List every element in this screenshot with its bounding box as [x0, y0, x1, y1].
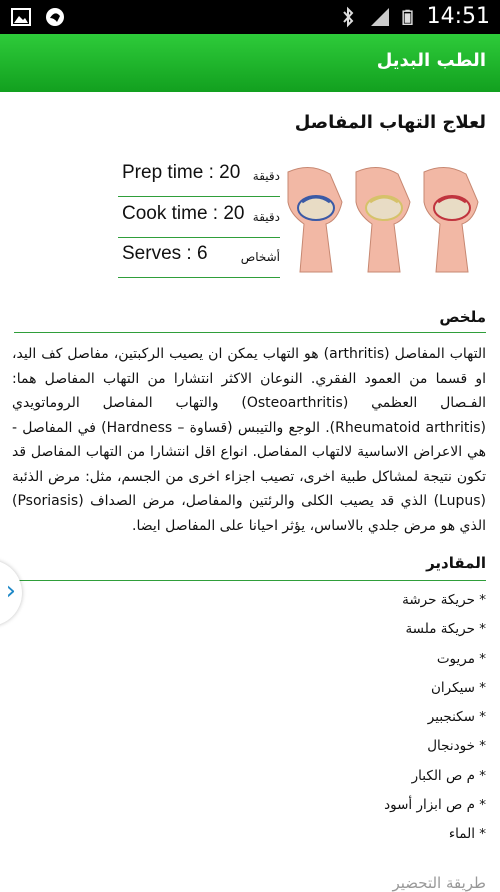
preparation-heading-partial: طريقة التحضير [392, 874, 486, 892]
chevron-right-icon: › [5, 576, 16, 606]
recipe-content[interactable] [0, 92, 500, 889]
status-bar [0, 0, 500, 34]
cook-time-row [118, 199, 280, 238]
ingredients-list [384, 588, 486, 852]
ingredient-item: * سكنجبير [427, 709, 486, 726]
bluetooth-icon [337, 6, 359, 28]
summary-text: التهاب المفاصل (arthritis) هو التهاب يمكن ان يصيب الركبتين، مفاصل كف اليد، او قسما من العمود الفقري. النوعان الاكثر انتشارا من التهاب المفاصل هما: الفـصال العظمي (Osteoarthritis) والتهاب المفاصل الروماتويدي (Rheumatoid arthritis). الوجع والتيبس (قساوة – Hardness) في المفاصل - هي الاعراض الاساسية لالتهاب المفاصل. انواع اقل انتشارا من التهاب المفاصل قد تكون نتيجة لمشاكل طبية اخرى، تصيب اجزاء اخرى من الجسم، مثل: مرض الذئبة (Lupus) الذي قد يصيب الكلى والرئتين والمفاصل، مرض الصداف (Psoriasis) الذي هو مرض جلدي بالاساس، يؤثر احيانا على المفاصل ايضا. [12, 346, 487, 534]
summary-divider [14, 332, 486, 333]
ingredient-item: * خودنجال [427, 738, 486, 755]
knee-arthritis-illustration [280, 162, 488, 287]
summary-heading: ملخص [439, 308, 486, 326]
ingredients-heading: المقادير [426, 554, 486, 572]
app-notification-icon [44, 6, 66, 28]
ingredient-item: * مريوت [436, 650, 486, 667]
ingredient-item: * حريكة حرشة [402, 592, 486, 608]
cook-time-unit: دقيقة [252, 210, 280, 224]
ingredient-item: * حريكة ملسة [405, 621, 486, 638]
signal-icon [369, 6, 391, 28]
ingredients-divider [14, 580, 486, 581]
recipe-title: لعلاج التهاب المفاصل [294, 112, 486, 133]
ingredient-item: * الماء [448, 826, 486, 843]
ingredient-item: * م ص ابزار أسود [384, 797, 486, 814]
clock-time: 14:51 [426, 4, 490, 29]
prep-time-unit: دقيقة [252, 169, 280, 183]
ingredient-item: * م ص الكبار [411, 767, 486, 784]
cook-time-value: Cook time : 20 [122, 203, 245, 224]
serves-row [118, 239, 280, 278]
gallery-icon [10, 6, 32, 28]
serves-unit: أشخاص [240, 250, 280, 264]
ingredient-item: * سيكران [431, 679, 486, 696]
app-bar [0, 34, 500, 92]
prep-time-value: Prep time : 20 [122, 162, 241, 183]
prep-time-row [118, 158, 280, 197]
battery-icon [401, 6, 417, 28]
serves-value: Serves : 6 [122, 243, 208, 264]
app-title: الطب البديل [376, 50, 486, 71]
